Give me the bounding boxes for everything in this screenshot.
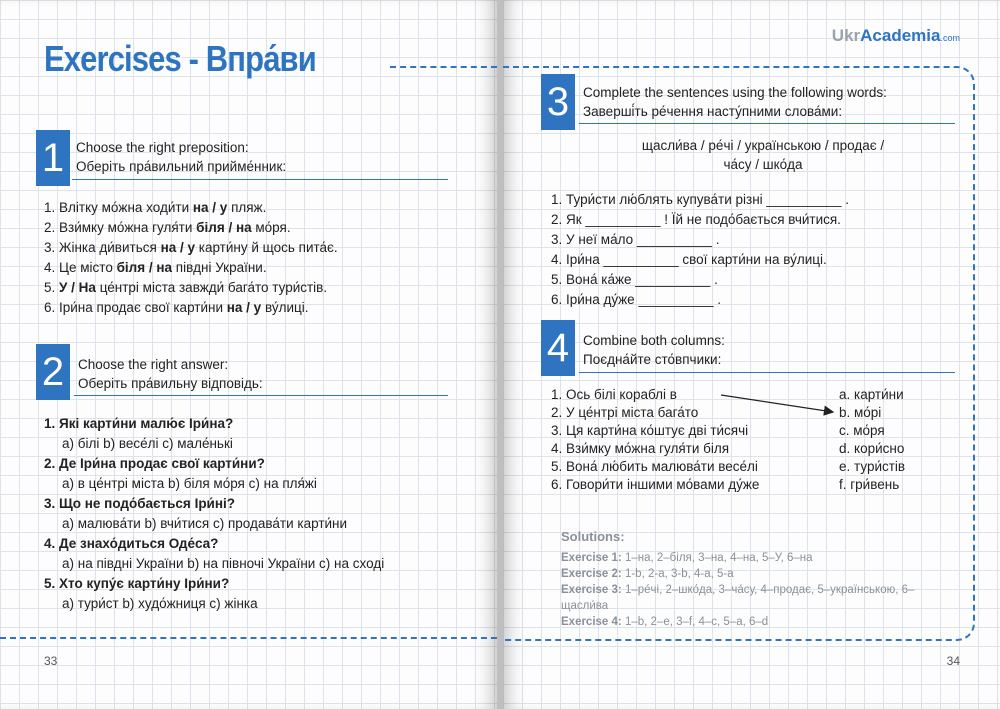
- exercise-2-question: 2. Де Іри́на продає свої карти́ни?: [44, 456, 265, 471]
- exercise-2-options: a) тури́ст b) худо́жниця c) жінка: [62, 596, 258, 611]
- exercise-2-options: a) білі b) весе́лі c) мале́нькі: [62, 436, 233, 451]
- item-text: це́нтрі міста завжди́ бага́то тури́стів.: [95, 280, 328, 295]
- word-bank-line-1: щасли́ва / ре́чі / українською / продає /: [641, 138, 885, 153]
- exercise-2-question: 1. Які карти́ни малю́є Іри́на?: [44, 416, 234, 431]
- exercise-2-number: 2: [36, 344, 70, 400]
- exercise-4-left-item: 4. Взи́мку мо́жна гуля́ти біля: [551, 441, 730, 456]
- solutions-list: [561, 550, 951, 630]
- exercise-1-item: [44, 298, 338, 318]
- ukracademia-logo: UkrAcademia.com: [831, 26, 960, 45]
- solution-item: [561, 566, 951, 582]
- exercise-2-heading-uk: Оберіть пра́вильну відповідь:: [78, 376, 263, 391]
- exercise-3-heading-en: Complete the sentences using the following words:: [583, 85, 887, 100]
- exercise-2-question: 4. Де знахо́диться Оде́са?: [44, 536, 219, 551]
- solution-text: 1–на, 2–біля, 3–на, 4–на, 5–У, 6–на: [624, 552, 813, 564]
- solution-label: Exercise 2:: [561, 568, 622, 580]
- preposition-choice: на / у: [192, 200, 228, 215]
- exercise-1-heading-uk: Оберіть пра́вильний прийме́нник:: [76, 159, 287, 174]
- item-text: 4. Це місто: [44, 260, 117, 275]
- exercise-1-item: [44, 238, 338, 258]
- exercise-2-options: a) на півдні України b) на півночі України c) на сході: [62, 556, 385, 571]
- solution-text: 1–ре́чі, 2–шко́да, 3–ча́су, 4–продає, 5–українською, 6–щасли́ва: [561, 584, 915, 612]
- exercise-2-list: [44, 414, 384, 614]
- exercise-1-item: [44, 258, 338, 278]
- exercise-4-left-item: 5. Вона́ лю́бить малюва́ти весе́лі: [551, 459, 758, 474]
- page-number-right: 34: [946, 654, 960, 668]
- word-bank-line-2: ча́су / шко́да: [723, 157, 803, 172]
- exercise-1-item: [44, 278, 338, 298]
- exercise-3-item: 4. Іри́на __________ свої карти́ни на ву́лиці.: [551, 252, 827, 267]
- preposition-choice: біля / на: [116, 260, 173, 275]
- exercise-3-item: 1. Тури́сти лю́блять купува́ти різні __________ .: [551, 192, 850, 207]
- item-text: півдні України.: [172, 260, 267, 275]
- dashed-border-bottom: [0, 637, 497, 639]
- exercise-1-rule: [72, 179, 448, 180]
- exercise-1-item: [44, 198, 338, 218]
- exercise-4-heading-en: Combine both columns:: [583, 333, 725, 348]
- solution-item: [561, 550, 951, 566]
- exercise-4-right-item: c. мо́ря: [839, 423, 885, 438]
- exercise-2-heading-en: Choose the right answer:: [78, 357, 229, 372]
- exercise-4-left-item: 1. Ось білі кораблі в: [551, 387, 677, 402]
- right-page: [503, 0, 1000, 709]
- solution-text: 1–b, 2–e, 3–f, 4–c, 5–a, 6–d: [624, 616, 769, 628]
- solution-text: 1-b, 2-a, 3-b, 4-a, 5-a: [624, 568, 734, 580]
- item-text: ву́лиці.: [261, 300, 309, 315]
- exercise-2-question: 3. Що не подо́бається Іри́ні?: [44, 496, 236, 511]
- exercise-1-heading-en: Choose the right preposition:: [76, 140, 249, 155]
- solutions-title: Solutions:: [561, 529, 625, 544]
- item-text: 6. Іри́на продає свої карти́ни: [44, 300, 227, 315]
- exercise-4-right-item: a. карти́ни: [839, 387, 904, 402]
- exercise-1-item: [44, 218, 338, 238]
- exercise-3-item: 3. У неї ма́ло __________ .: [551, 232, 720, 247]
- exercise-4-left-item: 2. У це́нтрі міста бага́то: [551, 405, 699, 420]
- exercise-4-right-item: b. мо́рі: [839, 405, 882, 420]
- solution-label: Exercise 3:: [561, 584, 622, 596]
- exercise-3-number: 3: [541, 74, 575, 130]
- exercise-2-options: a) в це́нтрі міста b) біля мо́ря c) на пля́жі: [62, 476, 317, 491]
- exercise-4-right-item: e. тури́стів: [839, 459, 906, 474]
- exercise-1-number: 1: [36, 130, 70, 186]
- item-text: карти́ну й щось пита́є.: [195, 240, 338, 255]
- preposition-choice: біля / на: [196, 220, 252, 235]
- solution-label: Exercise 1:: [561, 552, 622, 564]
- page-title: Exercises - Впра́ви: [44, 38, 316, 79]
- exercise-1-list: [44, 198, 338, 318]
- solution-item: [561, 614, 951, 630]
- item-text: 5.: [44, 280, 60, 295]
- preposition-choice: на / у: [160, 240, 195, 255]
- item-text: мо́ря.: [251, 220, 291, 235]
- item-text: 2. Взи́мку мо́жна гуля́ти: [44, 220, 197, 235]
- dashed-border-top: [390, 66, 497, 68]
- item-text: пляж.: [227, 200, 267, 215]
- exercise-2-options: a) малюва́ти b) вчи́тися c) продава́ти карти́ни: [62, 516, 348, 531]
- preposition-choice: на / у: [226, 300, 262, 315]
- item-text: 3. Жінка ди́виться: [44, 240, 161, 255]
- left-page: [0, 0, 497, 709]
- solution-item: [561, 582, 951, 614]
- exercise-4-right-item: d. кори́сно: [839, 441, 905, 456]
- exercise-4-heading-uk: Поєдна́йте сто́впчики:: [583, 352, 722, 367]
- exercise-2-heading: [78, 355, 263, 393]
- exercise-3-item: 5. Вона́ ка́же __________ .: [551, 272, 718, 287]
- exercise-4-left-item: 3. Ця карти́на ко́штує дві ти́сячі: [551, 423, 749, 438]
- exercise-2-rule: [74, 395, 448, 396]
- exercise-4-right-item: f. гри́вень: [839, 477, 900, 492]
- exercise-3-heading-uk: Заверші́ть ре́чення насту́пними слова́ми:: [583, 104, 843, 119]
- preposition-choice: У / На: [59, 280, 96, 295]
- exercise-3-item: 2. Як __________ ! Їй не подо́бається вчи́тися.: [551, 212, 841, 227]
- item-text: 1. Влітку мо́жна ходи́ти: [44, 200, 193, 215]
- exercise-3-item: 6. Іри́на ду́же __________ .: [551, 292, 722, 307]
- exercise-4-number: 4: [541, 320, 575, 376]
- exercise-2-question: 5. Хто купу́є карти́ну Іри́ни?: [44, 576, 230, 591]
- exercise-1-heading: [76, 138, 286, 176]
- page-number-left: 33: [44, 654, 58, 668]
- exercise-4-left-item: 6. Говори́ти іншими мо́вами ду́же: [551, 477, 760, 492]
- solution-label: Exercise 4:: [561, 616, 622, 628]
